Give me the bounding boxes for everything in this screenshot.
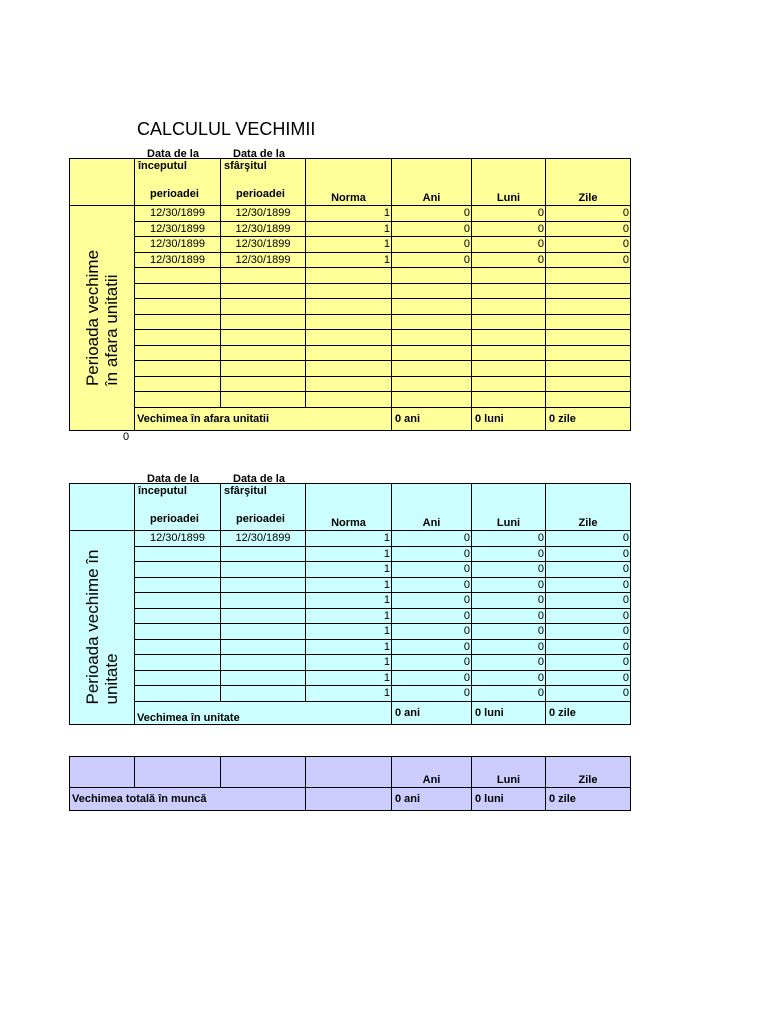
table-row — [70, 299, 631, 315]
cell-ani[interactable]: 0 — [392, 608, 472, 624]
cell-zile[interactable] — [546, 314, 631, 330]
cell-start[interactable] — [135, 639, 221, 655]
cell-zile[interactable]: 0 — [546, 639, 631, 655]
cell-end[interactable] — [221, 670, 306, 686]
table-row — [70, 268, 631, 284]
cell-ani[interactable]: 0 — [392, 577, 472, 593]
table-row — [70, 686, 631, 702]
cell-norma[interactable]: 1 — [306, 655, 392, 671]
cell-ani[interactable]: 0 — [392, 593, 472, 609]
cell-end[interactable] — [221, 686, 306, 702]
cell-luni[interactable]: 0 — [472, 686, 546, 702]
cell-norma[interactable] — [306, 283, 392, 299]
table-row — [70, 252, 631, 268]
cell-end[interactable] — [221, 268, 306, 284]
cell-zile[interactable]: 0 — [546, 686, 631, 702]
cell-start[interactable] — [135, 562, 221, 578]
total-empty-cell — [306, 788, 392, 811]
header-norma: Norma — [306, 159, 392, 206]
cell-norma[interactable]: 1 — [306, 639, 392, 655]
cell-norma[interactable] — [306, 330, 392, 346]
cell-norma[interactable]: 1 — [306, 206, 392, 222]
total-header-cell — [135, 757, 221, 788]
header-zile: Zile — [546, 159, 631, 206]
header-corner — [70, 484, 135, 531]
cell-end[interactable] — [221, 330, 306, 346]
table-row — [70, 670, 631, 686]
cell-luni[interactable]: 0 — [472, 655, 546, 671]
cell-end[interactable] — [221, 283, 306, 299]
cell-ani[interactable]: 0 — [392, 206, 472, 222]
summary-luni: 0 luni — [472, 701, 546, 724]
cell-ani[interactable] — [392, 268, 472, 284]
table-row — [70, 639, 631, 655]
cell-end[interactable] — [221, 624, 306, 640]
cell-ani[interactable]: 0 — [392, 670, 472, 686]
cell-norma[interactable]: 1 — [306, 577, 392, 593]
cell-end[interactable] — [221, 639, 306, 655]
cell-end[interactable]: 12/30/1899 — [221, 252, 306, 268]
cell-ani[interactable] — [392, 330, 472, 346]
cell-start[interactable]: 12/30/1899 — [135, 206, 221, 222]
cell-luni[interactable]: 0 — [472, 531, 546, 547]
cell-zile[interactable]: 0 — [546, 206, 631, 222]
cell-luni[interactable] — [472, 299, 546, 315]
table-row — [70, 314, 631, 330]
cell-norma[interactable] — [306, 361, 392, 377]
header-ani: Ani — [392, 484, 472, 531]
header-end-date: Data de la sfârşitul perioadei — [221, 484, 306, 531]
cell-end[interactable] — [221, 345, 306, 361]
cell-norma[interactable] — [306, 392, 392, 408]
header-start-date: Data de la începutul perioadei — [135, 484, 221, 531]
cell-end[interactable]: 12/30/1899 — [221, 531, 306, 547]
cell-zile[interactable] — [546, 392, 631, 408]
cell-start[interactable] — [135, 314, 221, 330]
cell-end[interactable] — [221, 608, 306, 624]
cell-norma[interactable] — [306, 376, 392, 392]
cell-luni[interactable]: 0 — [472, 670, 546, 686]
cell-norma[interactable]: 1 — [306, 221, 392, 237]
cell-start[interactable] — [135, 299, 221, 315]
cell-norma[interactable] — [306, 268, 392, 284]
cell-start[interactable] — [135, 376, 221, 392]
total-table — [69, 756, 631, 811]
cell-zile[interactable] — [546, 376, 631, 392]
cell-zile[interactable]: 0 — [546, 577, 631, 593]
table-row — [70, 392, 631, 408]
cell-end[interactable] — [221, 376, 306, 392]
table-row — [70, 206, 631, 222]
summary-zile: 0 zile — [546, 407, 631, 430]
cell-start[interactable] — [135, 546, 221, 562]
cell-norma[interactable]: 1 — [306, 237, 392, 253]
total-ani: 0 ani — [392, 788, 472, 811]
cell-luni[interactable]: 0 — [472, 624, 546, 640]
table-row — [70, 221, 631, 237]
cell-zile[interactable] — [546, 268, 631, 284]
cell-start[interactable] — [135, 593, 221, 609]
cell-start[interactable] — [135, 268, 221, 284]
cell-start[interactable] — [135, 670, 221, 686]
header-norma: Norma — [306, 484, 392, 531]
inside-unit-table — [69, 473, 631, 725]
cell-start[interactable] — [135, 608, 221, 624]
cell-luni[interactable]: 0 — [472, 252, 546, 268]
cell-end[interactable] — [221, 593, 306, 609]
cell-norma[interactable] — [306, 299, 392, 315]
cell-start[interactable] — [135, 655, 221, 671]
cell-zile[interactable]: 0 — [546, 655, 631, 671]
cell-ani[interactable]: 0 — [392, 639, 472, 655]
header-start-date: Data de la începutul perioadei — [135, 159, 221, 206]
cell-luni[interactable] — [472, 314, 546, 330]
table-row — [70, 593, 631, 609]
summary-luni: 0 luni — [472, 407, 546, 430]
cell-luni[interactable] — [472, 376, 546, 392]
table-row — [70, 237, 631, 253]
cell-zile[interactable]: 0 — [546, 252, 631, 268]
cell-start[interactable] — [135, 392, 221, 408]
cell-start[interactable] — [135, 624, 221, 640]
table-row — [70, 562, 631, 578]
cell-luni[interactable] — [472, 268, 546, 284]
cell-ani[interactable] — [392, 283, 472, 299]
summary-row — [70, 407, 631, 430]
cell-start[interactable]: 12/30/1899 — [135, 237, 221, 253]
cell-ani[interactable]: 0 — [392, 546, 472, 562]
cell-zile[interactable]: 0 — [546, 624, 631, 640]
cell-start[interactable]: 12/30/1899 — [135, 252, 221, 268]
header-luni: Luni — [472, 484, 546, 531]
summary-ani: 0 ani — [392, 407, 472, 430]
table-row — [70, 283, 631, 299]
cell-ani[interactable] — [392, 345, 472, 361]
cell-norma[interactable]: 1 — [306, 608, 392, 624]
cell-end[interactable]: 12/30/1899 — [221, 237, 306, 253]
cell-start[interactable]: 12/30/1899 — [135, 531, 221, 547]
cell-luni[interactable] — [472, 361, 546, 377]
cell-luni[interactable]: 0 — [472, 562, 546, 578]
summary-row — [70, 701, 631, 724]
cell-luni[interactable] — [472, 283, 546, 299]
cell-luni[interactable] — [472, 330, 546, 346]
cell-norma[interactable]: 1 — [306, 593, 392, 609]
side-period-label: Perioada vechime în afara unitatii — [70, 206, 135, 431]
cell-zile[interactable]: 0 — [546, 237, 631, 253]
table-row — [70, 577, 631, 593]
cell-end[interactable] — [221, 546, 306, 562]
cell-zile[interactable]: 0 — [546, 562, 631, 578]
table-row — [70, 531, 631, 547]
cell-end[interactable] — [221, 314, 306, 330]
cell-ani[interactable]: 0 — [392, 562, 472, 578]
cell-ani[interactable]: 0 — [392, 624, 472, 640]
page-title: CALCULUL VECHIMII — [137, 119, 316, 139]
total-header-cell — [306, 757, 392, 788]
total-zile: 0 zile — [546, 788, 631, 811]
cell-start[interactable] — [135, 577, 221, 593]
cell-norma[interactable]: 1 — [306, 252, 392, 268]
cell-end[interactable]: 12/30/1899 — [221, 221, 306, 237]
table-row — [70, 608, 631, 624]
total-header-cell — [221, 757, 306, 788]
cell-norma[interactable]: 1 — [306, 686, 392, 702]
cell-ani[interactable] — [392, 392, 472, 408]
table-row — [70, 330, 631, 346]
cell-luni[interactable]: 0 — [472, 206, 546, 222]
header-ani: Ani — [392, 757, 472, 788]
cell-ani[interactable]: 0 — [392, 252, 472, 268]
side-period-label: Perioada vechime în unitate — [70, 531, 135, 725]
header-zile: Zile — [546, 757, 631, 788]
below-table-value: 0 — [123, 431, 130, 443]
cell-ani[interactable] — [392, 361, 472, 377]
cell-zile[interactable] — [546, 299, 631, 315]
cell-zile[interactable] — [546, 345, 631, 361]
cell-zile[interactable] — [546, 361, 631, 377]
cell-norma[interactable]: 1 — [306, 546, 392, 562]
cell-ani[interactable] — [392, 376, 472, 392]
header-luni: Luni — [472, 757, 546, 788]
cell-end[interactable] — [221, 655, 306, 671]
cell-end[interactable]: 12/30/1899 — [221, 206, 306, 222]
cell-luni[interactable] — [472, 392, 546, 408]
outside-unit-table — [69, 148, 631, 431]
cell-ani[interactable] — [392, 314, 472, 330]
cell-ani[interactable]: 0 — [392, 686, 472, 702]
cell-zile[interactable] — [546, 283, 631, 299]
cell-start[interactable] — [135, 283, 221, 299]
table-row — [70, 546, 631, 562]
cell-end[interactable] — [221, 577, 306, 593]
cell-end[interactable] — [221, 299, 306, 315]
table-row — [70, 624, 631, 640]
header-ani: Ani — [392, 159, 472, 206]
table-row — [70, 655, 631, 671]
cell-zile[interactable]: 0 — [546, 546, 631, 562]
table-row — [70, 376, 631, 392]
cell-zile[interactable]: 0 — [546, 593, 631, 609]
cell-luni[interactable]: 0 — [472, 593, 546, 609]
cell-norma[interactable] — [306, 345, 392, 361]
summary-zile: 0 zile — [546, 701, 631, 724]
cell-luni[interactable] — [472, 345, 546, 361]
cell-start[interactable] — [135, 686, 221, 702]
cell-start[interactable] — [135, 330, 221, 346]
summary-label: Vechimea în afara unitatii — [135, 407, 392, 430]
total-label: Vechimea totală în muncă — [70, 788, 306, 811]
cell-ani[interactable] — [392, 299, 472, 315]
cell-luni[interactable]: 0 — [472, 639, 546, 655]
cell-norma[interactable]: 1 — [306, 670, 392, 686]
cell-zile[interactable]: 0 — [546, 531, 631, 547]
cell-luni[interactable]: 0 — [472, 237, 546, 253]
header-end-date: Data de la sfârşitul perioadei — [221, 159, 306, 206]
header-corner — [70, 159, 135, 206]
cell-zile[interactable]: 0 — [546, 608, 631, 624]
cell-zile[interactable]: 0 — [546, 221, 631, 237]
cell-ani[interactable]: 0 — [392, 221, 472, 237]
cell-start[interactable] — [135, 361, 221, 377]
cell-luni[interactable]: 0 — [472, 221, 546, 237]
cell-end[interactable] — [221, 361, 306, 377]
cell-end[interactable] — [221, 562, 306, 578]
cell-luni[interactable]: 0 — [472, 546, 546, 562]
cell-norma[interactable] — [306, 314, 392, 330]
cell-norma[interactable]: 1 — [306, 624, 392, 640]
cell-norma[interactable]: 1 — [306, 531, 392, 547]
table-row — [70, 361, 631, 377]
header-zile: Zile — [546, 484, 631, 531]
table-row — [70, 345, 631, 361]
summary-ani: 0 ani — [392, 701, 472, 724]
cell-ani[interactable]: 0 — [392, 237, 472, 253]
cell-norma[interactable]: 1 — [306, 562, 392, 578]
total-luni: 0 luni — [472, 788, 546, 811]
cell-zile[interactable]: 0 — [546, 670, 631, 686]
summary-label: Vechimea în unitate — [135, 701, 392, 724]
cell-zile[interactable] — [546, 330, 631, 346]
total-header-cell — [70, 757, 135, 788]
cell-ani[interactable]: 0 — [392, 655, 472, 671]
cell-end[interactable] — [221, 392, 306, 408]
cell-start[interactable] — [135, 345, 221, 361]
header-luni: Luni — [472, 159, 546, 206]
cell-luni[interactable]: 0 — [472, 608, 546, 624]
cell-luni[interactable]: 0 — [472, 577, 546, 593]
cell-start[interactable]: 12/30/1899 — [135, 221, 221, 237]
cell-ani[interactable]: 0 — [392, 531, 472, 547]
